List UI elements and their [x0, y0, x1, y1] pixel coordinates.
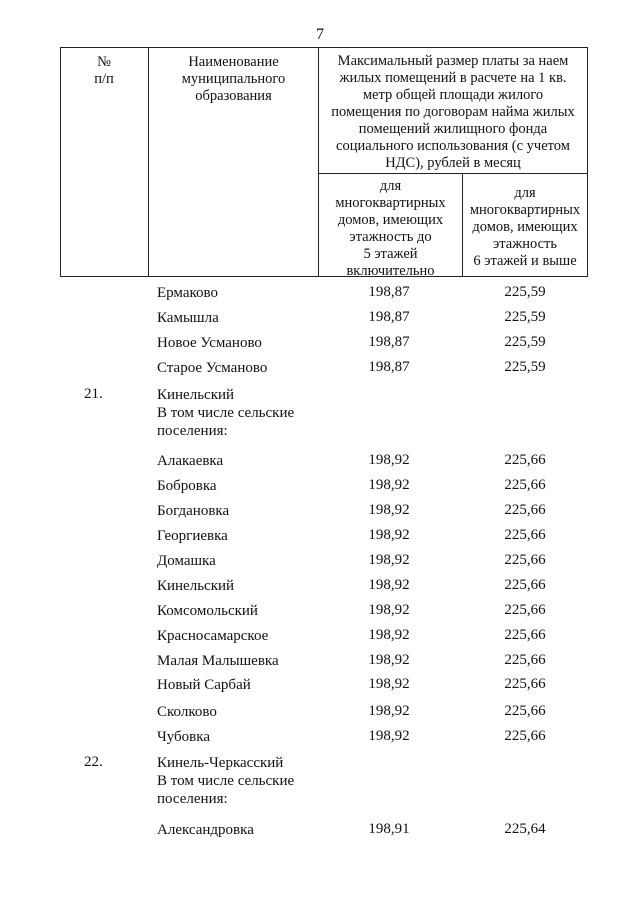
row-value-6-plus: 225,66 [504, 676, 546, 692]
row-name: Ермаково [157, 285, 218, 301]
row-value-6-plus: 225,66 [504, 452, 546, 468]
row-name: Малая Малышевка [157, 653, 279, 669]
header-col-6-plus: для многоквартирных домов, имеющих этажность 6 этажей и выше [469, 185, 581, 269]
row-name: Красносамарское [157, 628, 269, 644]
row-value-up-to-5: 198,87 [368, 309, 410, 325]
row-name: Домашка [157, 553, 216, 569]
header-max-fee: Максимальный размер платы за наем жилых помещений в расчете на 1 кв. метр общей площади жилого помещения по договорам найма жилых помещений жилищного фонда социального использования (с учетом НДС), рублей в месяц [331, 53, 575, 171]
row-name: Алакаевка [157, 453, 224, 469]
row-value-6-plus: 225,66 [504, 577, 546, 593]
row-value-up-to-5: 198,92 [368, 703, 410, 719]
row-value-up-to-5: 198,92 [368, 602, 410, 618]
row-value-6-plus: 225,59 [504, 359, 546, 375]
row-number: 21. [84, 386, 103, 402]
row-number: 22. [84, 754, 103, 770]
row-name: Сколково [157, 704, 217, 720]
row-value-up-to-5: 198,92 [368, 627, 410, 643]
row-value-up-to-5: 198,87 [368, 334, 410, 350]
row-value-up-to-5: 198,87 [368, 284, 410, 300]
row-value-6-plus: 225,64 [504, 821, 546, 837]
row-value-up-to-5: 198,92 [368, 552, 410, 568]
row-value-up-to-5: 198,92 [368, 452, 410, 468]
header-subdivider [318, 173, 588, 174]
row-value-6-plus: 225,59 [504, 334, 546, 350]
row-value-6-plus: 225,66 [504, 602, 546, 618]
row-name: Комсомольский [157, 603, 258, 619]
row-name: Кинельский [157, 578, 235, 594]
row-name: Георгиевка [157, 528, 228, 544]
row-name: Бобровка [157, 478, 217, 494]
row-value-up-to-5: 198,92 [368, 652, 410, 668]
row-name: Камышла [157, 310, 219, 326]
row-value-6-plus: 225,66 [504, 527, 546, 543]
header-right-border [587, 47, 588, 277]
page-number: 7 [316, 26, 324, 43]
header-num: № п/п [94, 54, 114, 87]
row-value-6-plus: 225,59 [504, 309, 546, 325]
row-name: Новое Усманово [157, 335, 262, 351]
row-name: Новый Сарбай [157, 677, 251, 693]
row-value-up-to-5: 198,92 [368, 477, 410, 493]
header-col-up-to-5: для многоквартирных домов, имеющих этажность до 5 этажей включительно [335, 178, 446, 279]
row-name: Кинель-Черкасский В том числе сельские поселения: [157, 755, 295, 807]
row-value-up-to-5: 198,92 [368, 502, 410, 518]
row-value-up-to-5: 198,92 [368, 676, 410, 692]
row-value-6-plus: 225,66 [504, 552, 546, 568]
row-name: Александровка [157, 822, 254, 838]
row-value-up-to-5: 198,87 [368, 359, 410, 375]
row-value-up-to-5: 198,91 [368, 821, 410, 837]
row-value-6-plus: 225,66 [504, 627, 546, 643]
row-name: Старое Усманово [157, 360, 268, 376]
header-name: Наименование муниципального образования [181, 54, 286, 104]
row-value-6-plus: 225,66 [504, 477, 546, 493]
header-top-border [60, 47, 588, 48]
row-value-up-to-5: 198,92 [368, 728, 410, 744]
row-name: Чубовка [157, 729, 210, 745]
row-value-6-plus: 225,59 [504, 284, 546, 300]
row-value-up-to-5: 198,92 [368, 527, 410, 543]
row-value-6-plus: 225,66 [504, 502, 546, 518]
row-name: Богдановка [157, 503, 230, 519]
table-header [60, 47, 588, 277]
row-value-6-plus: 225,66 [504, 652, 546, 668]
row-value-6-plus: 225,66 [504, 728, 546, 744]
row-value-6-plus: 225,66 [504, 703, 546, 719]
row-name: Кинельский В том числе сельские поселения: [157, 387, 295, 439]
row-value-up-to-5: 198,92 [368, 577, 410, 593]
